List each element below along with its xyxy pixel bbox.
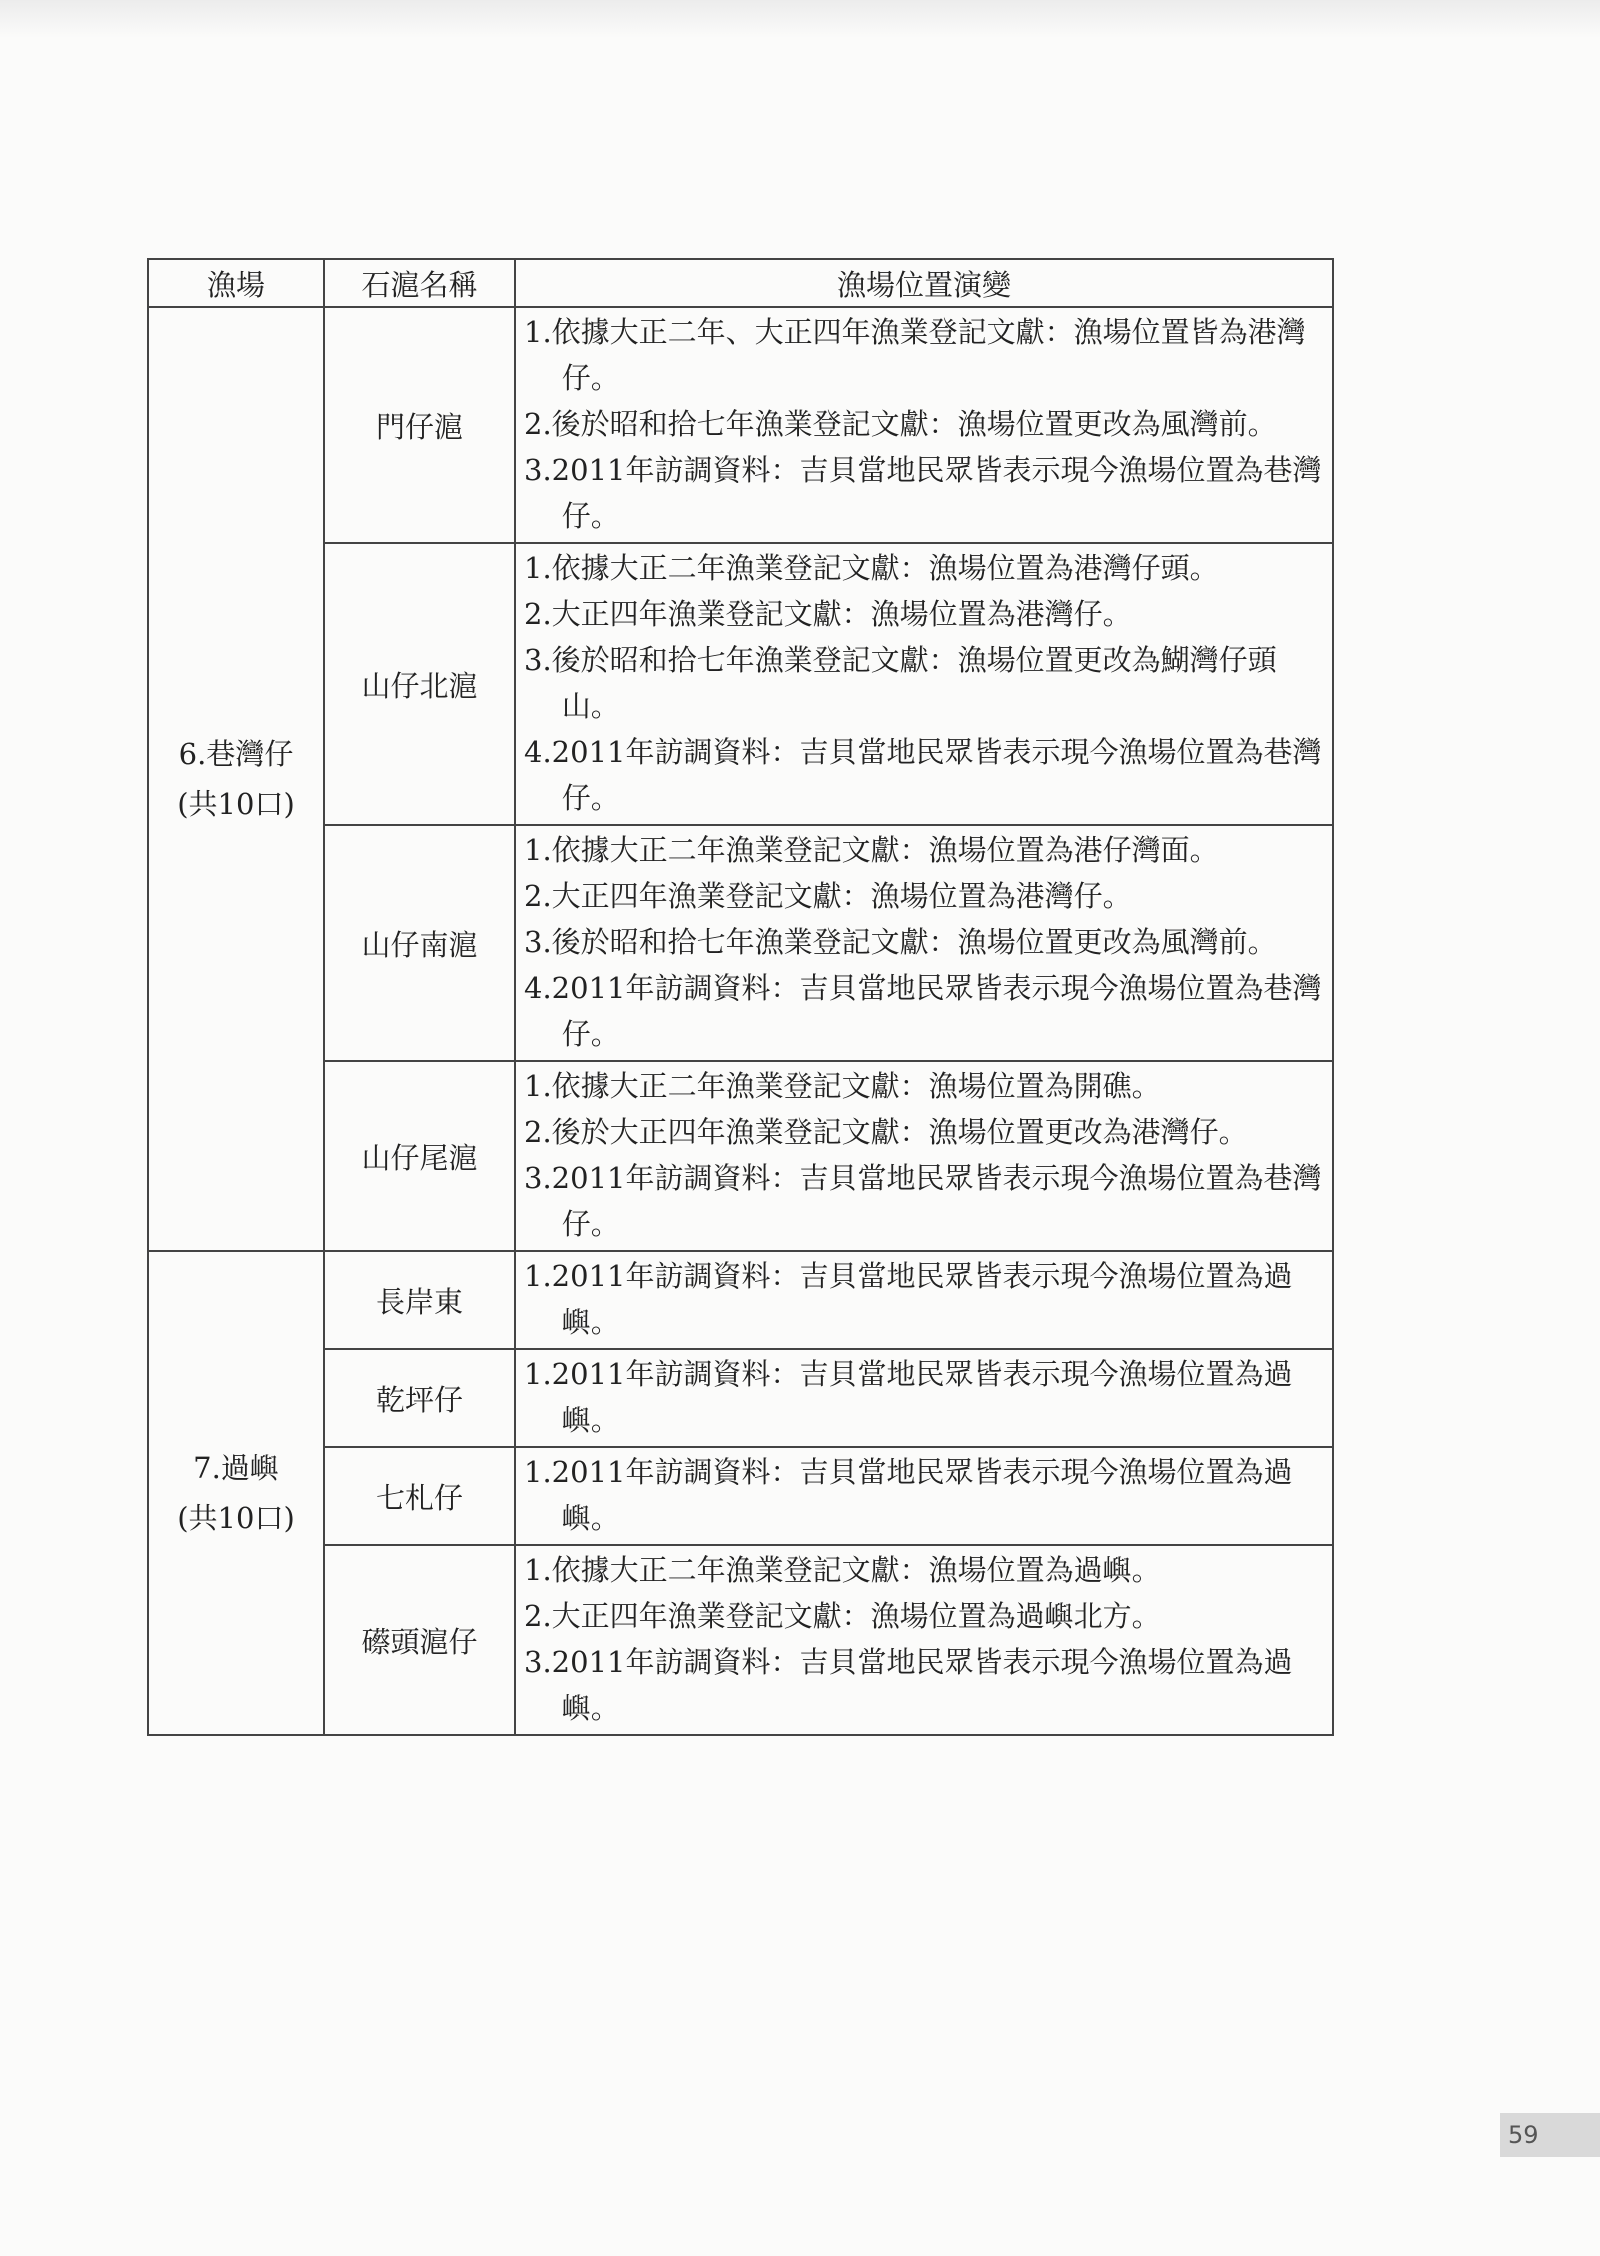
table-row [148,1251,1333,1349]
table-row [148,825,1333,1061]
weir-name-cell: 礤頭滬仔 [324,1545,515,1735]
table-row [148,1545,1333,1735]
fishing-ground-table [147,258,1334,1736]
location-note: 1.依據大正二年、大正四年漁業登記文獻：漁場位置皆為港灣仔。 [524,315,1306,395]
location-notes-cell [515,1447,1333,1545]
fishing-ground-cell [148,1251,324,1735]
table-header-row [148,259,1333,307]
location-note: 3.2011年訪調資料：吉貝當地民眾皆表示現今漁場位置為巷灣仔。 [524,1161,1322,1241]
header-weir-name: 石滬名稱 [324,259,515,307]
fishing-ground-label: 7.過嶼 [193,1451,279,1485]
location-note: 1.依據大正二年漁業登記文獻：漁場位置為港仔灣面。 [524,833,1219,867]
location-notes-cell [515,307,1333,543]
location-notes-cell [515,1545,1333,1735]
location-note: 4.2011年訪調資料：吉貝當地民眾皆表示現今漁場位置為巷灣仔。 [524,971,1322,1051]
weir-name-cell: 七札仔 [324,1447,515,1545]
page-number: 59 [1500,2113,1600,2157]
location-note: 2.大正四年漁業登記文獻：漁場位置為港灣仔。 [524,597,1132,631]
location-notes-cell [515,1061,1333,1251]
weir-name-cell: 長岸東 [324,1251,515,1349]
location-note: 1.依據大正二年漁業登記文獻：漁場位置為過嶼。 [524,1553,1161,1587]
weir-name-cell: 乾坪仔 [324,1349,515,1447]
location-note: 3.後於昭和拾七年漁業登記文獻：漁場位置更改為鰗灣仔頭山。 [524,643,1277,723]
location-note: 1.2011年訪調資料：吉貝當地民眾皆表示現今漁場位置為過嶼。 [524,1455,1293,1535]
location-notes-cell [515,1251,1333,1349]
location-note: 3.2011年訪調資料：吉貝當地民眾皆表示現今漁場位置為巷灣仔。 [524,453,1322,533]
table-row [148,1061,1333,1251]
location-note: 1.依據大正二年漁業登記文獻：漁場位置為港灣仔頭。 [524,551,1219,585]
weir-name-cell: 門仔滬 [324,307,515,543]
fishing-ground-label: (共10口) [177,1501,295,1535]
table-row [148,307,1333,543]
location-note: 2.後於大正四年漁業登記文獻：漁場位置更改為港灣仔。 [524,1115,1248,1149]
location-note: 3.後於昭和拾七年漁業登記文獻：漁場位置更改為風灣前。 [524,925,1277,959]
table-body [148,307,1333,1735]
header-fishing-ground: 漁場 [148,259,324,307]
location-note: 2.後於昭和拾七年漁業登記文獻：漁場位置更改為風灣前。 [524,407,1277,441]
location-note: 1.2011年訪調資料：吉貝當地民眾皆表示現今漁場位置為過嶼。 [524,1357,1293,1437]
weir-name-cell: 山仔尾滬 [324,1061,515,1251]
weir-name-cell: 山仔北滬 [324,543,515,825]
scan-top-shade [0,0,1600,38]
fishing-ground-label: (共10口) [177,787,295,821]
header-location-history: 漁場位置演變 [515,259,1333,307]
fishing-ground-label: 6.巷灣仔 [178,737,294,771]
location-note: 2.大正四年漁業登記文獻：漁場位置為過嶼北方。 [524,1599,1161,1633]
fishing-ground-cell [148,307,324,1251]
location-note: 1.2011年訪調資料：吉貝當地民眾皆表示現今漁場位置為過嶼。 [524,1259,1293,1339]
table-row [148,1349,1333,1447]
location-note: 1.依據大正二年漁業登記文獻：漁場位置為開礁。 [524,1069,1161,1103]
location-note: 3.2011年訪調資料：吉貝當地民眾皆表示現今漁場位置為過嶼。 [524,1645,1293,1725]
location-note: 4.2011年訪調資料：吉貝當地民眾皆表示現今漁場位置為巷灣仔。 [524,735,1322,815]
location-notes-cell [515,825,1333,1061]
table-row [148,543,1333,825]
location-note: 2.大正四年漁業登記文獻：漁場位置為港灣仔。 [524,879,1132,913]
weir-name-cell: 山仔南滬 [324,825,515,1061]
table-row [148,1447,1333,1545]
location-notes-cell [515,1349,1333,1447]
location-notes-cell [515,543,1333,825]
